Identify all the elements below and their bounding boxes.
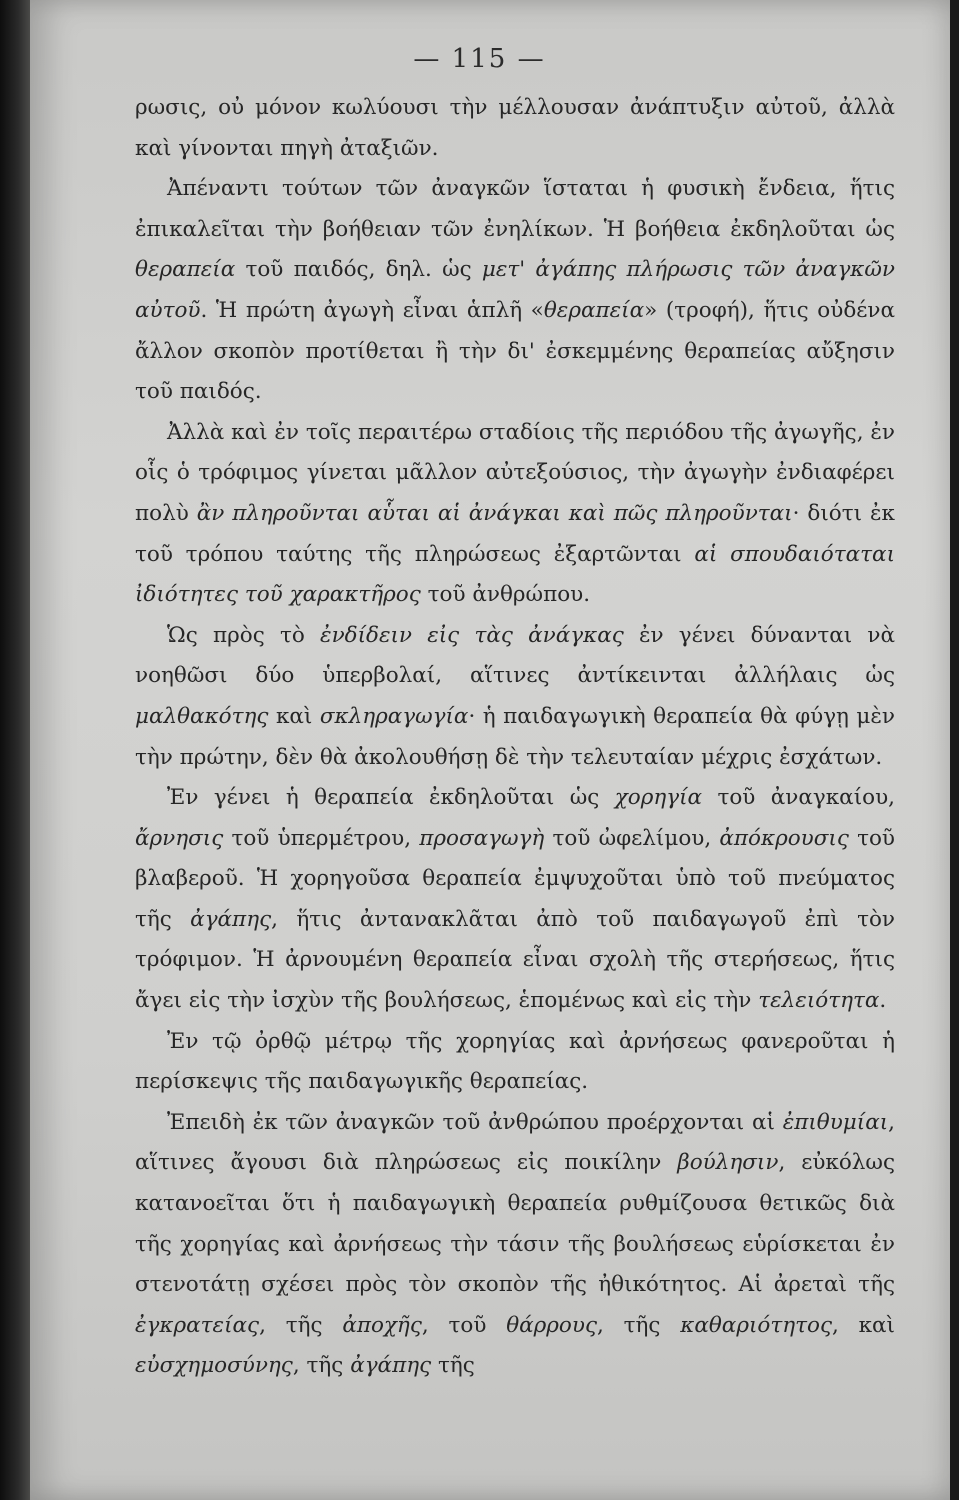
text-run: τῆς [431,1353,475,1379]
text-run: τοῦ ὑπερμέτρου, [223,825,420,851]
emphasized-text: ἀγάπης [350,1353,432,1379]
emphasized-text: καθαριότητος [680,1312,832,1338]
emphasized-text: προσαγωγὴ [419,825,545,851]
emphasized-text: εὐσχημοσύνης [135,1353,293,1379]
text-run: καὶ [268,703,320,729]
text-run: , τοῦ [421,1312,507,1338]
page-number: — 115 — [413,44,546,74]
paragraph [135,413,895,616]
book-gutter-edge [0,0,30,1500]
emphasized-text: θεραπεία [135,257,236,283]
text-run: . Ἡ πρώτη ἀγωγὴ εἶναι ἁπλῆ « [200,297,544,323]
paragraph [135,1022,895,1103]
emphasized-text: θεραπεία [543,297,645,323]
emphasized-text: θάρρους [506,1312,597,1338]
text-run: ἐν γένει δύνανται νὰ νοηθῶσι δύο ὑπερβολαί, αἵτινες ἀντίκεινται ἀλλήλαις ὡς [135,622,895,689]
text-run: · διότι ἐκ τοῦ τρόπου ταύτης τῆς πληρώσεως ἐξαρτῶνται [135,500,895,567]
emphasized-text: ἐνδίδειν εἰς τὰς ἀνάγκας [320,622,624,648]
text-run: · ἡ παιδαγωγικὴ θεραπεία θὰ φύγῃ μὲν τὴν πρώτην, δὲν θὰ ἀκολουθήσῃ δὲ τὴν τελευταίαν μέχρις ἐσχάτων. [135,703,895,770]
paragraph [135,616,895,778]
text-run: ρωσις, οὐ μόνον κωλύουσι τὴν μέλλουσαν ἀνάπτυξιν αὐτοῦ, ἀλλὰ καὶ γίνονται πηγὴ ἀταξιῶν. [135,95,895,161]
emphasized-text: χορηγία [614,785,703,811]
emphasized-text: μετ' ἀγάπης πλήρωσις τῶν ἀναγκῶν αὐτοῦ [135,257,896,323]
text-run: Ἀπέναντι τούτων τῶν ἀναγκῶν ἵσταται ἡ φυσικὴ ἔνδεια, ἥτις ἐπικαλεῖται τὴν βοήθειαν τῶν ἐνηλίκων. Ἡ βοήθεια ἐκδηλοῦται ὡς [135,176,895,242]
text-run: Ὡς πρὸς τὸ [167,622,321,648]
text-run: , καὶ [831,1312,895,1338]
emphasized-text: ἀπόκρουσις [719,825,849,851]
emphasized-text: μαλθακότης [135,703,269,729]
emphasized-text: βούλησιν [677,1150,779,1176]
emphasized-text: ἀγάπης [190,906,272,932]
paragraph [135,1103,895,1387]
text-run: τοῦ ὠφελίμου, [544,825,720,851]
emphasized-text: ἄρνησις [135,825,224,851]
emphasized-text: ἐπιθυμίαι [782,1109,889,1135]
text-run: , αἵτινες ἄγουσι διὰ πληρώσεως εἰς ποικίλην [135,1109,895,1176]
page-body-text [135,88,895,1387]
emphasized-text: ἐγκρατείας [135,1312,260,1338]
text-run: Ἀλλὰ καὶ ἐν τοῖς περαιτέρω σταδίοις τῆς περιόδου τῆς ἀγωγῆς, ἐν οἷς ὁ τρόφιμος γίνεται μᾶλλον αὐτεξούσιος, τὴν ἀγωγὴν ἐνδιαφέρει πολὺ [135,419,895,526]
text-run: , τῆς [259,1312,343,1338]
text-run: Ἐπειδὴ ἐκ τῶν ἀναγκῶν τοῦ ἀνθρώπου προέρχονται αἱ [167,1109,783,1135]
text-run: τοῦ παιδός, δηλ. ὡς [235,257,482,283]
text-run: » (τροφή), ἥτις οὐδένα ἄλλον σκοπὸν προτίθεται ἢ τὴν δι' ἐσκεμμένης θεραπείας αὔξησιν τοῦ παιδός. [135,297,895,405]
emphasized-text: ἀποχῆς [342,1312,422,1338]
paragraph [135,88,895,169]
text-run: τοῦ ἀναγκαίου, [702,785,895,811]
emphasized-text: τελειότητα [758,988,880,1014]
text-run: Ἐν τῷ ὀρθῷ μέτρῳ τῆς χορηγίας καὶ ἀρνήσεως φανεροῦται ἡ περίσκεψις τῆς παιδαγωγικῆς θεραπείας. [135,1028,895,1095]
text-run: , τῆς [597,1312,681,1338]
emphasized-text: σκληραγωγία [319,703,469,729]
emphasized-text: αἱ σπουδαιόταται ἰδιότητες τοῦ χαρακτῆρος [135,541,895,608]
text-run: . [879,988,887,1014]
emphasized-text: ἂν πληροῦνται αὗται αἱ ἀνάγκαι καὶ πῶς πληροῦνται [196,500,793,526]
text-run: τοῦ ἀνθρώπου. [420,582,591,608]
paragraph [135,169,895,413]
text-run: , τῆς [292,1353,351,1379]
text-run: , ἥτις ἀντανακλᾶται ἀπὸ τοῦ παιδαγωγοῦ ἐπὶ τὸν τρόφιμον. Ἡ ἀρνουμένη θεραπεία εἶναι σχολὴ τῆς στερήσεως, ἥτις ἄγει εἰς τὴν ἰσχὺν τῆς βουλήσεως, ἑπομένως καὶ εἰς τὴν [135,906,895,1014]
text-run: , εὐκόλως κατανοεῖται ὅτι ἡ παιδαγωγικὴ θεραπεία ρυθμίζουσα θετικῶς διὰ τῆς χορηγίας καὶ ἀρνήσεως τὴν τάσιν τῆς βουλήσεως εὑρίσκεται ἐν στενοτάτῃ σχέσει πρὸς τὸν σκοπὸν τῆς ἠθικότητος. Αἱ ἀρεταὶ τῆς [135,1150,895,1298]
text-run: Ἐν γένει ἡ θεραπεία ἐκδηλοῦται ὡς [167,785,615,811]
text-run: τοῦ βλαβεροῦ. Ἡ χορηγοῦσα θεραπεία ἐμψυχοῦται ὑπὸ τοῦ πνεύματος τῆς [135,825,895,932]
paragraph [135,778,895,1022]
